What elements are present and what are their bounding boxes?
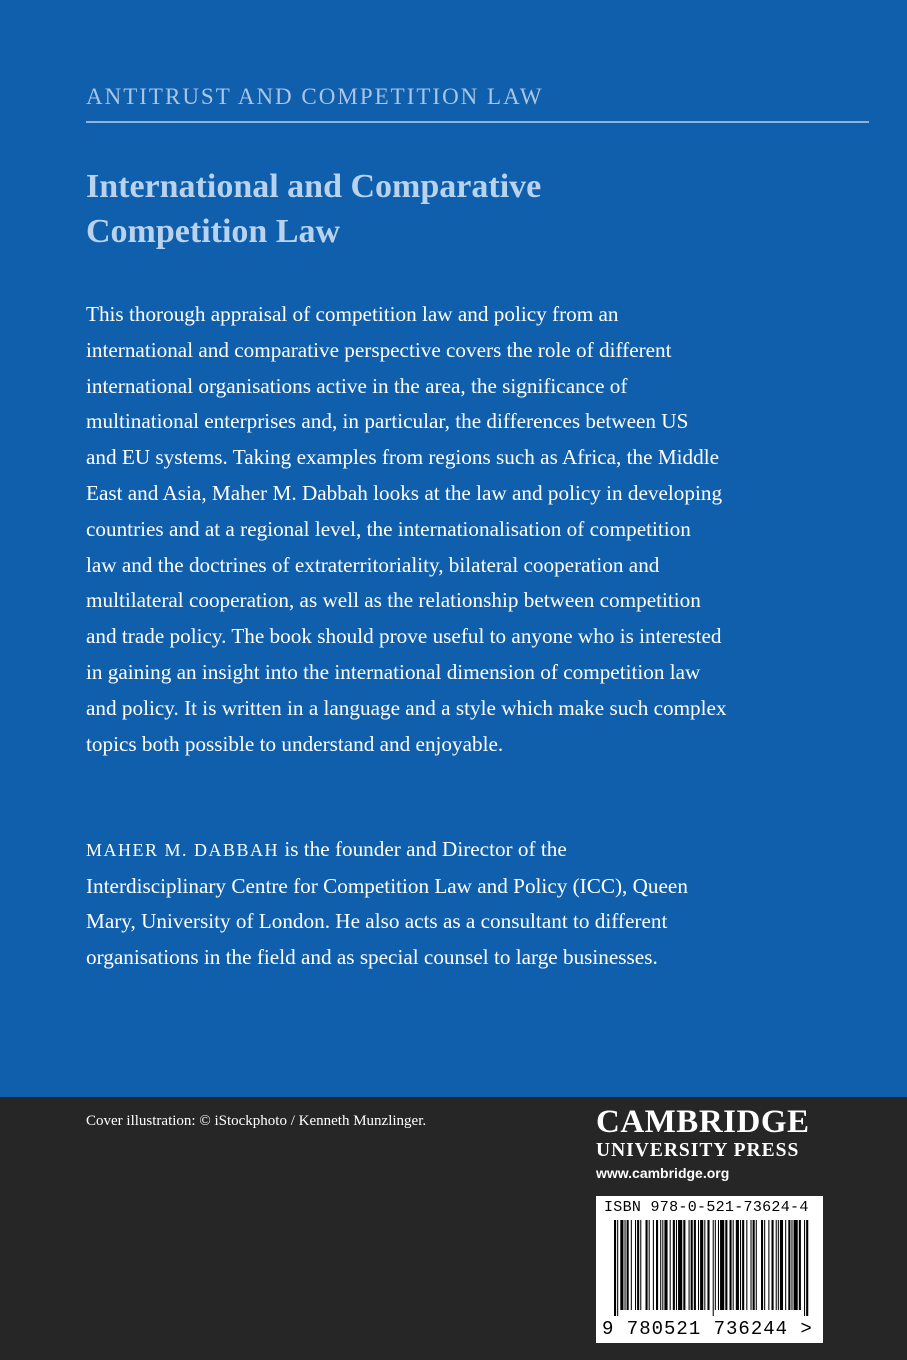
barcode-bar: [660, 1220, 661, 1310]
blurb-line: and policy. It is written in a language and a style which make such complex: [86, 695, 727, 720]
barcode-bar: [799, 1220, 801, 1310]
barcode-bar: [764, 1220, 765, 1310]
barcode-bar: [753, 1220, 755, 1310]
ean-number: 9 780521 736244 >: [602, 1318, 813, 1340]
blurb-line: and EU systems. Taking examples from regions such as Africa, the Middle: [86, 445, 720, 470]
blurb-line: multinational enterprises and, in particular, the differences between US: [86, 409, 689, 434]
barcode-bar: [730, 1220, 732, 1310]
author-bio: [86, 832, 856, 975]
barcode-bar: [620, 1220, 623, 1310]
blurb-line: and trade policy. The book should prove useful to anyone who is interested: [86, 624, 722, 649]
barcode-bar: [806, 1220, 808, 1316]
blurb-line: countries and at a regional level, the internationalisation of competition: [86, 516, 691, 541]
publisher-logo: [596, 1104, 826, 1184]
barcode-bar: [673, 1220, 675, 1310]
author-bio-line: Interdisciplinary Centre for Competition Law and Policy (ICC), Queen: [86, 873, 688, 898]
book-title-line: International and Comparative: [86, 168, 542, 205]
barcode-bar: [746, 1220, 747, 1310]
barcode-bar: [694, 1220, 696, 1310]
publisher-url: www.cambridge.org: [596, 1165, 730, 1181]
barcode-bar: [670, 1220, 671, 1310]
barcode-bar: [704, 1220, 705, 1310]
series-rule: [86, 121, 869, 123]
barcode-bar: [691, 1220, 693, 1310]
barcode-bar: [776, 1220, 777, 1310]
barcode-bar: [791, 1220, 792, 1310]
barcode-bar: [772, 1220, 774, 1310]
author-bio-line: [86, 832, 856, 869]
barcode-bar: [733, 1220, 734, 1310]
cover-credit: Cover illustration: © iStockphoto / Kenneth Munzlinger.: [86, 1113, 427, 1129]
barcode-bar: [785, 1220, 786, 1310]
barcode-bars-icon: [602, 1220, 817, 1316]
series-title: ANTITRUST AND COMPETITION LAW: [86, 84, 544, 109]
barcode-bar: [689, 1220, 690, 1310]
barcode-bar: [617, 1220, 618, 1316]
barcode-bar: [725, 1220, 727, 1310]
blurb-line: international organisations active in the area, the significance of: [86, 373, 628, 398]
barcode-bar: [756, 1220, 757, 1310]
barcode-bar: [742, 1220, 744, 1310]
barcode-bar: [653, 1220, 654, 1310]
barcode-bar: [780, 1220, 783, 1310]
barcode-bar: [718, 1220, 719, 1310]
author-bio-text: is the founder and Director of the: [279, 837, 567, 861]
barcode-bar: [640, 1220, 641, 1310]
barcode-bar: [625, 1220, 626, 1310]
blurb-line: topics both possible to understand and enjoyable.: [86, 731, 504, 756]
barcode-bar: [614, 1220, 616, 1316]
barcode-bar: [768, 1220, 769, 1310]
book-title-line: Competition Law: [86, 213, 341, 250]
barcode-bar: [664, 1220, 667, 1310]
barcode-bar: [778, 1220, 779, 1310]
barcode-bar: [649, 1220, 650, 1310]
barcode-bar: [788, 1220, 790, 1310]
blurb-line: international and comparative perspective covers the role of different: [86, 337, 672, 362]
blurb-line: multilateral cooperation, as well as the relationship between competition: [86, 588, 701, 613]
barcode-bar: [678, 1220, 682, 1310]
barcode-bar: [631, 1220, 632, 1310]
isbn-number: ISBN 978-0-521-73624-4: [604, 1199, 809, 1216]
barcode-bar: [751, 1220, 752, 1310]
barcode-bar: [698, 1220, 699, 1310]
author-bio-line: Mary, University of London. He also acts as a consultant to different: [86, 909, 668, 933]
barcode-bar: [736, 1220, 739, 1310]
publisher-press: UNIVERSITY PRESS: [596, 1140, 800, 1161]
blurb-line: This thorough appraisal of competition law and policy from an: [86, 302, 619, 326]
barcode-bar: [707, 1220, 709, 1310]
barcode-bar: [715, 1220, 716, 1310]
barcode-bar: [683, 1220, 685, 1310]
author-bio-line: organisations in the field and as special counsel to large businesses.: [86, 944, 658, 969]
barcode-bar: [646, 1220, 648, 1310]
book-blurb: [86, 297, 856, 762]
barcode-bar: [761, 1220, 763, 1310]
barcode-bar: [700, 1220, 703, 1310]
author-name: MAHER M. DABBAH: [86, 840, 280, 860]
blurb-line: East and Asia, Maher M. Dabbah looks at the law and policy in developing: [86, 480, 723, 505]
barcode-bar: [637, 1220, 639, 1310]
barcode-bar: [720, 1220, 724, 1310]
blurb-line: law and the doctrines of extraterritoriality, bilateral cooperation and: [86, 552, 660, 577]
book-title: [86, 164, 846, 254]
barcode-bar: [740, 1220, 741, 1310]
barcode-bar: [656, 1220, 658, 1310]
barcode-bar: [662, 1220, 663, 1310]
barcode-bar: [635, 1220, 636, 1310]
barcode-bar: [804, 1220, 805, 1316]
barcode-bar: [794, 1220, 798, 1310]
barcode: [596, 1196, 823, 1343]
barcode-bar: [627, 1220, 629, 1310]
barcode-bar: [713, 1220, 714, 1316]
barcode-bar: [676, 1220, 677, 1310]
blurb-line: in gaining an insight into the international dimension of competition law: [86, 659, 701, 684]
publisher-name: CAMBRIDGE: [596, 1104, 810, 1140]
